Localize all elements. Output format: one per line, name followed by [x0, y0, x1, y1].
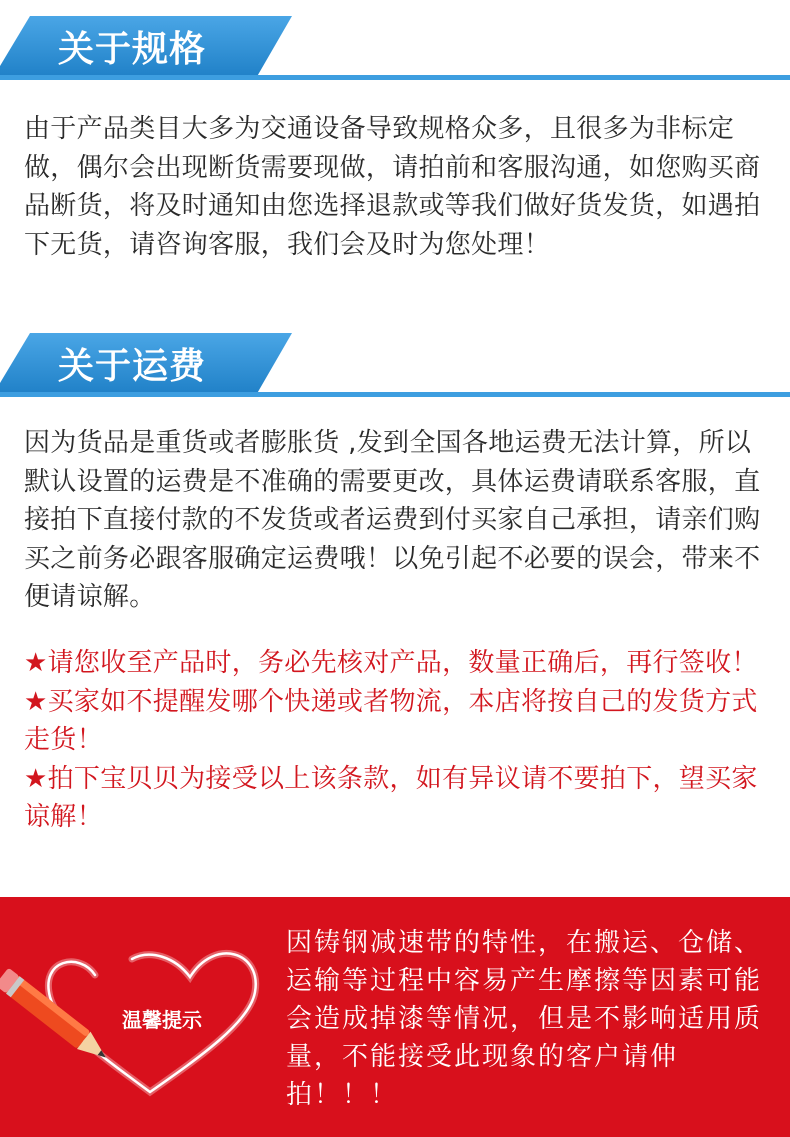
pencil-icon: [0, 968, 113, 1067]
warm-tip-footer: [0, 897, 790, 1137]
warm-tip-text: 因铸钢减速带的特性，在搬运、仓储、运输等过程中容易产生摩擦等因素可能会造成掉漆等情况，但是不影响适用质量，不能接受此现象的客户请伸拍！！！: [286, 928, 763, 1110]
section-body-specs: 由于产品类目大多为交通设备导致规格众多，且很多为非标定做，偶尔会出现断货需要现做，请拍前和客服沟通，如您购买商品断货，将及时通知由您选择退款或等我们做好货发货，如遇拍下无货，请咨询客服，我们会及时为您处理！: [24, 114, 761, 260]
section-body-shipping: 因为货品是重货或者膨胀货 ,发到全国各地运费无法计算，所以默认设置的运费是不准确的需要更改，具体运费请联系客服，直接拍下直接付款的不发货或者运费到付买家自己承担，请亲们购买之前务必跟客服确定运费哦！以免引起不必要的误会，带来不便请谅解。: [24, 428, 761, 612]
notice-list: [24, 644, 774, 837]
section-header-specs: [0, 14, 790, 94]
warm-tip-label: 温馨提示: [122, 1008, 202, 1032]
section-header-shipping: [0, 331, 790, 411]
notice-item: ★拍下宝贝贝为接受以上该条款，如有异议请不要拍下，望买家谅解！: [24, 763, 758, 832]
notice-item: ★请您收至产品时，务必先核对产品，数量正确后，再行签收！: [24, 648, 758, 678]
notice-item: ★买家如不提醒发哪个快递或者物流，本店将按自己的发货方式走货！: [24, 686, 758, 755]
section-title: 关于运费: [58, 346, 207, 387]
section-title: 关于规格: [58, 29, 207, 70]
